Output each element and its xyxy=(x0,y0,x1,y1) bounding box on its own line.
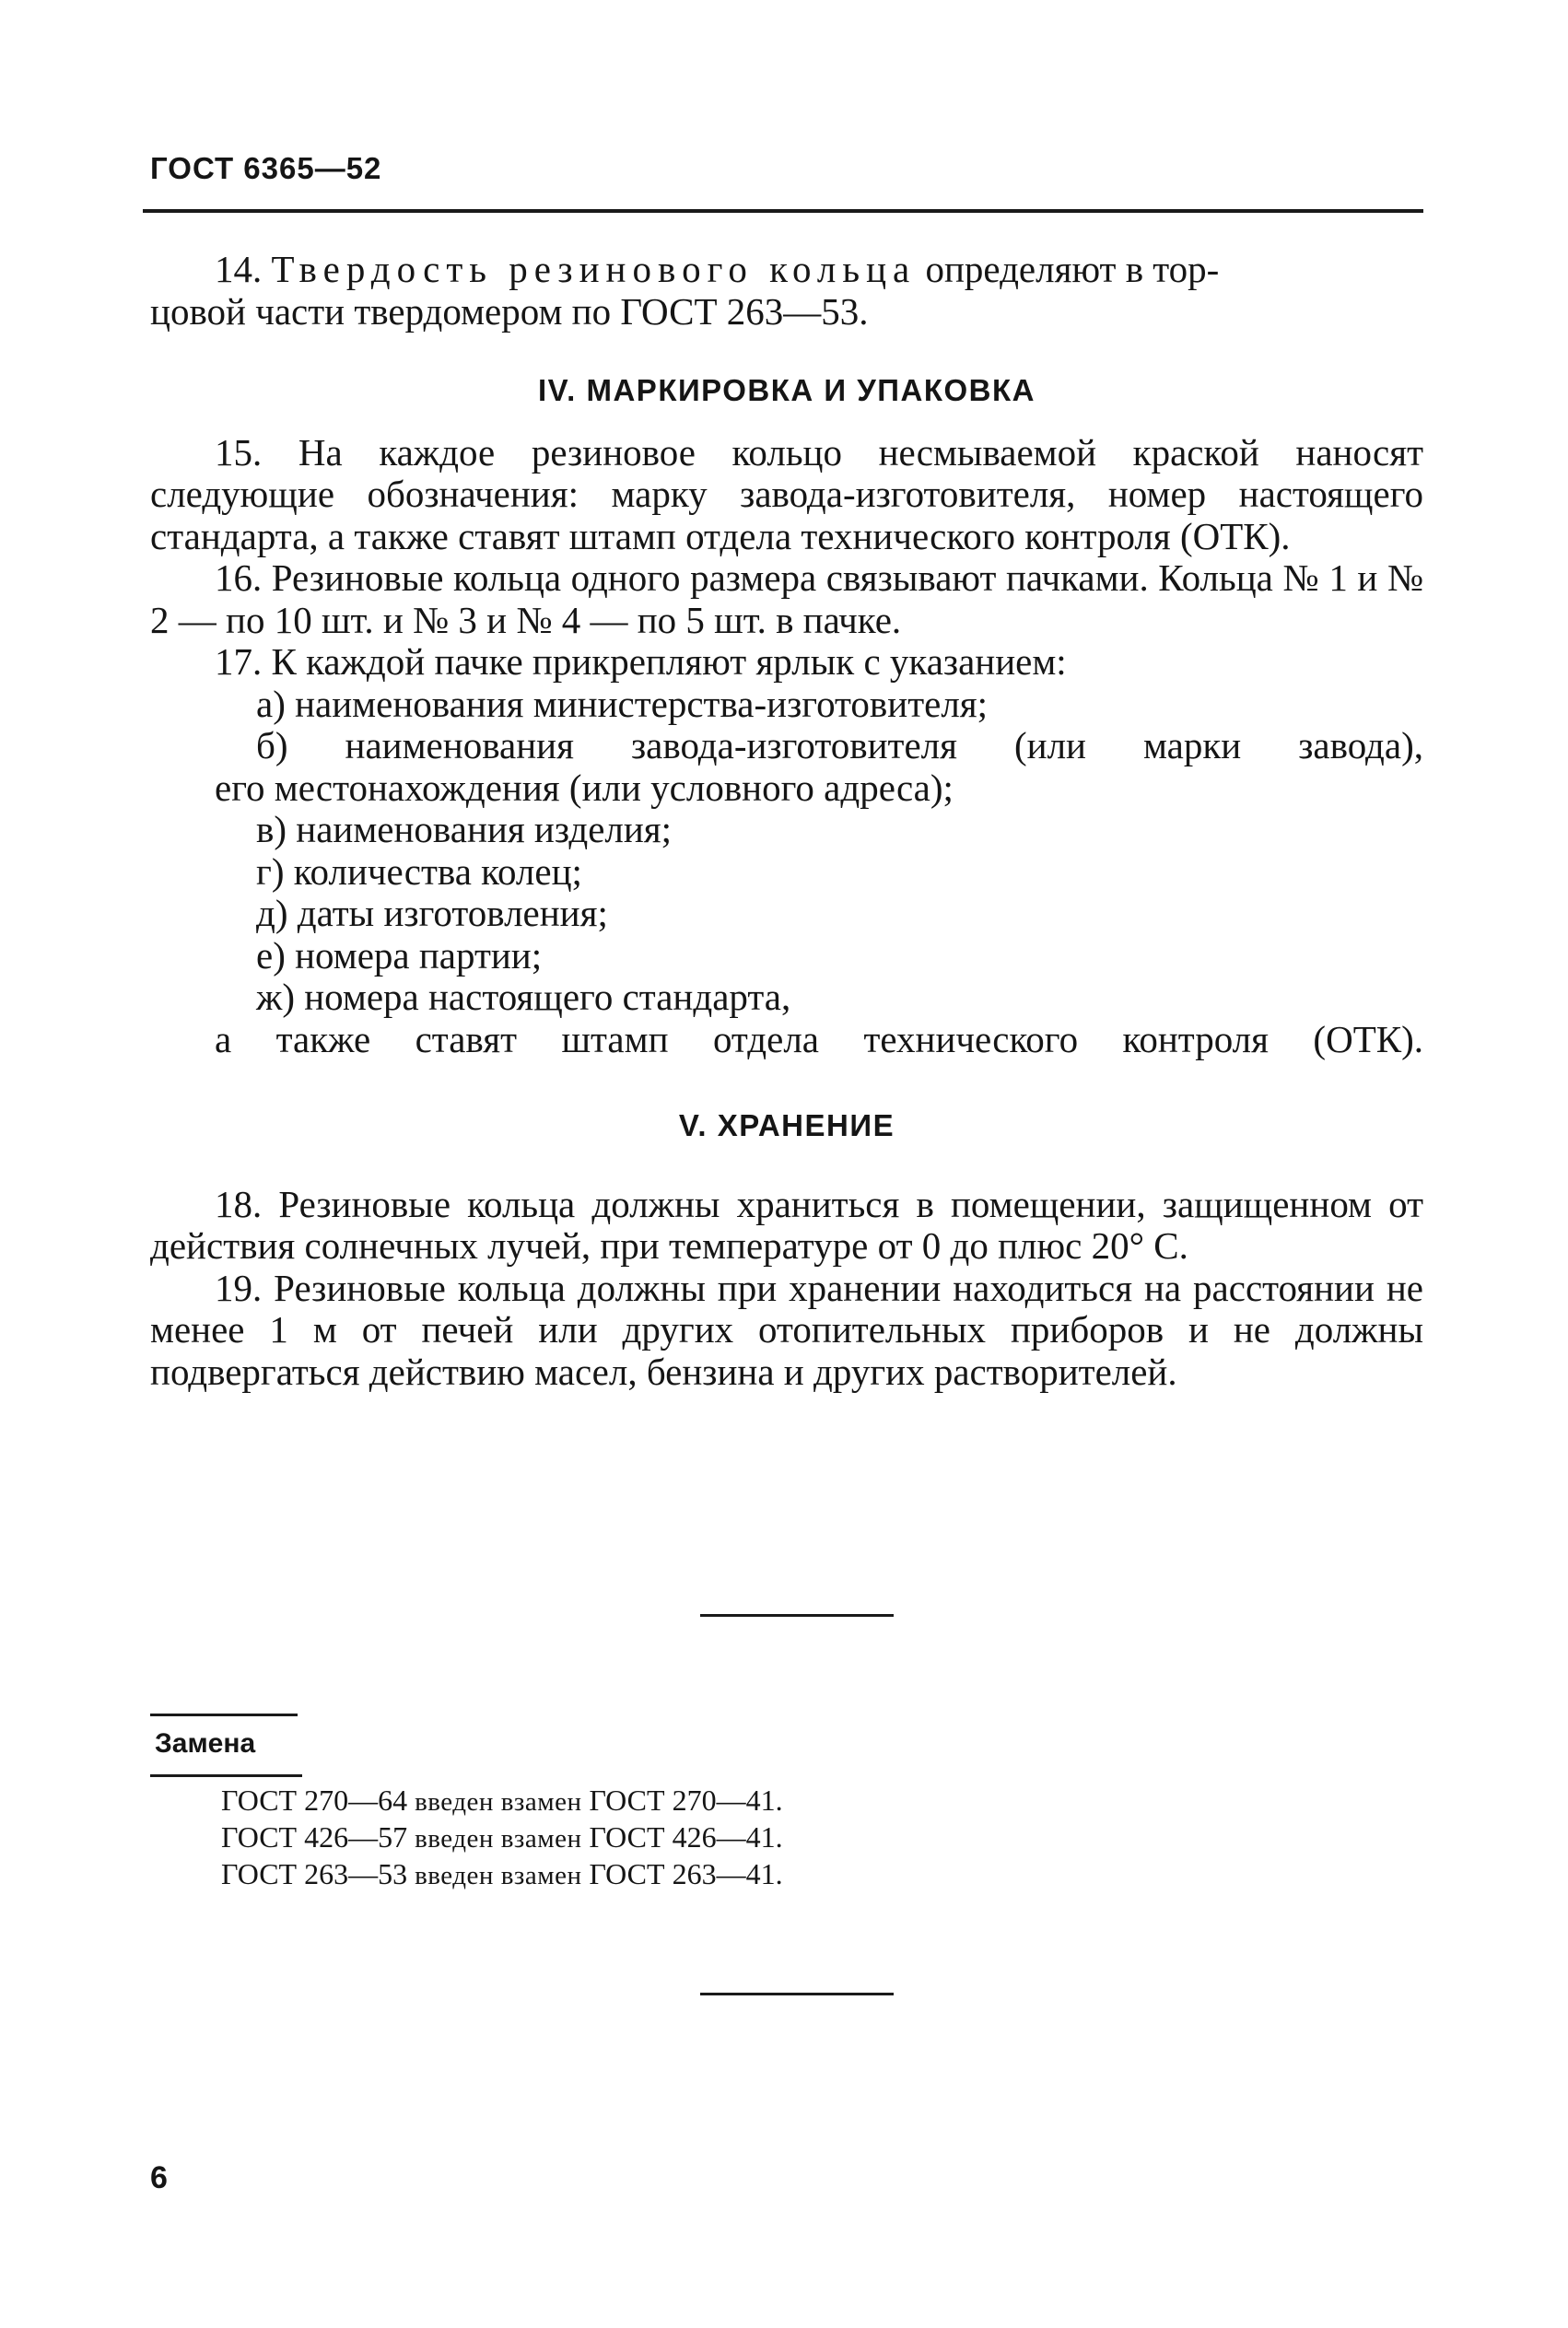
footnote-connector: введен взамен xyxy=(415,1824,582,1854)
paragraph-14-term: Твердость резинового кольца xyxy=(271,248,917,290)
section-title-storage: V. ХРАНЕНИЕ xyxy=(678,1108,895,1142)
footnote-new-standard: ГОСТ 270—64 xyxy=(221,1784,408,1817)
paragraph-19: 19. Резиновые кольца должны при хранении находиться на расстоянии не менее 1 м от печей или других отопительных приборов и не должны подвергаться действию масел, бензина и других растворителей. xyxy=(150,1266,1423,1393)
footnote-old-standard: ГОСТ 263—41. xyxy=(589,1857,783,1890)
page-header: ГОСТ 6365—52 xyxy=(150,151,382,185)
document-body xyxy=(150,249,1423,1393)
list-item-a: а) наименования министерства-изготовителя; xyxy=(256,682,989,725)
footnote-new-standard: ГОСТ 426—57 xyxy=(221,1820,408,1854)
paragraph-15: 15. На каждое резиновое кольцо несмываемой краской наносят следующие обозначения: марку завода-изготовителя, номер настоящего стандарта, а также ставят штамп отдела технического контроля (ОТК). xyxy=(150,430,1423,557)
footnote-connector: введен взамен xyxy=(415,1787,582,1817)
list-item-b: б) наименования завода-изготовителя (или марки завода), xyxy=(256,724,1423,766)
footnote-line xyxy=(221,1856,783,1893)
separator-rule xyxy=(700,1614,894,1617)
footnote-new-standard: ГОСТ 263—53 xyxy=(221,1857,408,1890)
paragraph-14-rest: определяют в тор- xyxy=(916,248,1220,290)
paragraph-18: 18. Резиновые кольца должны храниться в помещении, защищенном от действия солнечных лучей, при температуре от 0 до плюс 20° С. xyxy=(150,1182,1423,1267)
list-item-e: е) номера партии; xyxy=(256,933,543,977)
footnote-line xyxy=(221,1819,783,1856)
paragraph-17-closing: а также ставят штамп отдела технического контроля (ОТК). xyxy=(215,1017,1423,1060)
list-item-g: г) количества колец; xyxy=(256,849,582,893)
footnote-replacements xyxy=(221,1783,783,1893)
paragraph-14-number: 14. xyxy=(215,248,263,290)
footnote-line xyxy=(221,1783,783,1819)
footnote-label: Замена xyxy=(155,1728,256,1759)
footnote-connector: введен взамен xyxy=(415,1861,582,1890)
footnote-top-rule xyxy=(150,1714,298,1716)
header-rule xyxy=(143,209,1423,213)
paragraph-14-line2: цовой части твердомером по ГОСТ 263—53. xyxy=(150,289,869,333)
list-item-b-continuation: его местонахождения (или условного адреса); xyxy=(215,766,954,809)
paragraph-14 xyxy=(150,249,1423,333)
list-item-zh: ж) номера настоящего стандарта, xyxy=(256,976,791,1018)
list-item-d: д) даты изготовления; xyxy=(256,892,608,934)
page-number: 6 xyxy=(150,2160,168,2195)
footnote-old-standard: ГОСТ 270—41. xyxy=(589,1784,783,1817)
footnote-old-standard: ГОСТ 426—41. xyxy=(589,1820,783,1854)
section-title-marking: IV. МАРКИРОВКА И УПАКОВКА xyxy=(538,373,1036,407)
bottom-separator-rule xyxy=(700,1993,894,1995)
list-item-v: в) наименования изделия; xyxy=(256,808,673,850)
footnote-divider xyxy=(150,1774,302,1777)
paragraph-17-intro: 17. К каждой пачке прикрепляют ярлык с указанием: xyxy=(215,640,1067,683)
paragraph-16: 16. Резиновые кольца одного размера связывают пачками. Кольца № 1 и № 2 — по 10 шт. и № 3 и № 4 — по 5 шт. в пачке. xyxy=(150,556,1423,641)
